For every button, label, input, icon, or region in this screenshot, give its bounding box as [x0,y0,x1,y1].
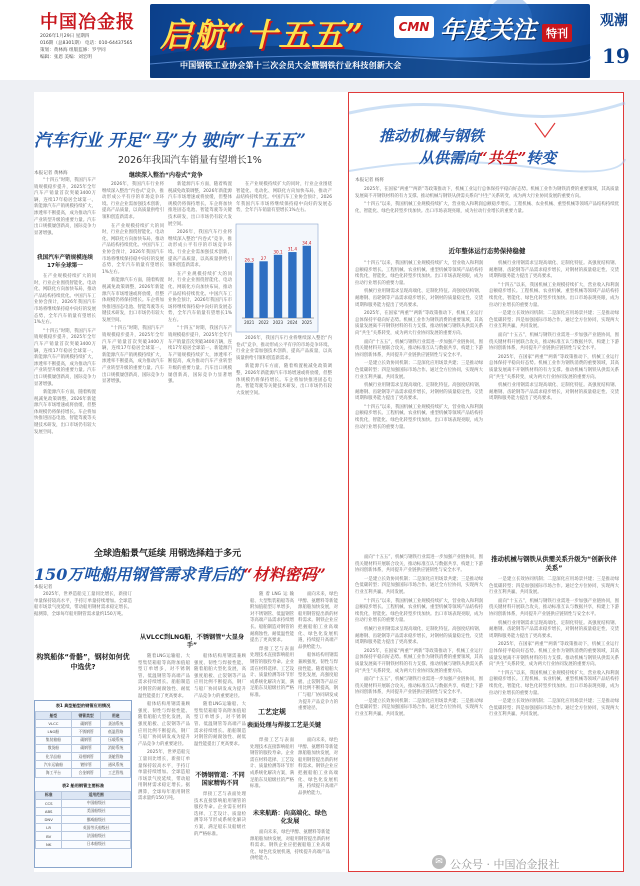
machinery-column-1 [355,261,483,551]
auto-paragraph: 2026年，我国汽车行业将继续深入整治“内卷式”竞争，推动形成公平有序的市场竞争环境。行业企业需加强技术创新，提高产品质量，以高质量供给引领和创造新需求。 [102,182,164,220]
machinery-paragraph: 机械行业用钢需求呈现高端化、定制化特征。高强度结构钢、耐磨钢、齿轮钢等产品需求稳步增长，对钢材的质量稳定性、交货周期和服务能力提出了更高要求。 [355,383,483,402]
table-cell: 日本船级社 [62,840,131,848]
table-row [36,720,131,728]
ship-column-1 [34,592,132,648]
table-cell: VLCC [36,720,72,728]
table-cell: ABS [36,807,62,815]
page-body [34,92,624,872]
table-body [36,720,131,777]
section-label: 观潮 [600,13,628,29]
machinery-byline: 本报记者 杨将 [355,178,385,183]
ship-paragraph: 随着LNG运输船、大型集装箱船等高附加值船型订单增多，对不锈钢管、低温钢管等高端产品需求持续增长。船舶制造对钢管的耐腐蚀性、耐低温性能提出了更高要求。 [138,654,190,699]
auto-paragraph: 新能源汽车方面，随着购置税减免政策调整，2026年新能源汽车市场增速或将放缓，但整体规模仍将保持增长。车企将加快推进固态电池、智能驾驶等关键技术研发，出口市场仍有较大发展空间。 [168,182,232,227]
ship-headline-main: 150万吨船用钢管需求背后的 [34,565,244,584]
ship-paragraph: 焊接工艺与表面处理技术直接影响船用钢管的服役寿命。企业需在材料选择、工艺设计、质量检测等环节形成系统化解决方案，满足船东及船级社的严格标准。 [250,738,294,790]
x-tick-label: 2025 [301,320,312,325]
table-header-row [36,791,131,799]
table-cell: 集装箱船 [36,736,72,744]
banner-subtitle: 中国钢铁工业协会第十三次会员大会暨钢铁行业科技创新大会 [180,61,402,70]
table-row [36,832,131,840]
table-cell: 货舱管路 [101,752,131,760]
auto-column-1b [34,274,96,435]
machinery-section-heading-2: 推动机械与钢铁从供需关系升级为“创新伙伴关系” [491,555,617,572]
ship-paragraph: 2025年，世界造船完工量同比增长，新接订单量保持较高水平，手持订单量持续增加。全球造船市场景气度延续，带动船用钢材需求稳定增长。据测算，全球每年船用钢管需求量约150万吨。 [138,750,190,802]
machinery-paragraph: 面向“十五五”，机械与钢铁行业需进一步加强产业链协同，围绕关键材料开展联合攻关，推动标准互认与数据共享，构建上下游协同创新体系，共同提升产业链供应链韧性与安全水平。 [355,339,483,358]
designer-line: 编辑：张恩 美编：刘宏明 [40,55,92,60]
ship-column-2 [138,654,190,864]
auto-paragraph: 新能源汽车方面，随着购置税减免政策调整，2026年新能源汽车市场增速或将放缓，但整体规模仍将保持增长。车企将加快推进固态电池、智能驾驶等关键技术研发，出口市场仍有较大发展空间。 [236,364,332,396]
auto-column-1 [34,178,96,250]
ship-table-2 [35,791,131,849]
machinery-paragraph: 面向“十五五”，机械与钢铁行业需进一步加强产业链协同，围绕关键材料开展联合攻关，推动标准互认与数据共享，构建上下游协同创新体系，共同提升产业链供应链韧性与安全水平。 [355,555,483,574]
machinery-paragraph: 机械行业用钢需求呈现高端化、定制化特征。高强度结构钢、耐磨钢、齿轮钢等产品需求稳步增长，对钢材的质量稳定性、交货周期和服务能力提出了更高要求。 [355,626,483,646]
machinery-paragraph: 2025年，在国家“两重”“两新”等政策推动下，机械工业运行总体保持平稳向好态势。机械工业作为钢铁消费的重要领域，其高质量发展离不开钢铁材料的有力支撑。推动机械与钢铁从供需关系向“共生”关系转变，成为两大行业协同发展的重要方向。 [355,187,619,199]
table-row [36,728,131,736]
auto-headline: 汽车行业 开足“马”力 驶向“十五五” [34,131,306,151]
auto-sales-chart-svg [236,224,318,332]
auto-paragraph: 2026年，我国汽车行业将继续深入整治“内卷式”竞争，推动形成公平有序的市场竞争环境。行业企业需加强技术创新，提高产品质量，以高质量供给引领和创造新需求。 [168,230,232,269]
machinery-lead [355,187,619,241]
ship-paragraph: 2025年，世界造船完工量同比增长，新接订单量保持较高水平，手持订单量持续增加。全球造船市场景气度延续，带动船用钢材需求稳定增长。据测算，全球每年船用钢管需求量约150万吨。 [34,592,132,617]
table-cell: 压载系统 [101,736,131,744]
table-cell: 消防系统 [101,744,131,752]
ship-section-heading-vlcc: 从VLCC到LNG船，不锈钢管“大显身手” [139,634,245,649]
machinery-story [348,92,624,872]
machinery-paragraph: 2025年，在国家“两重”“两新”等政策推动下，机械工业运行总体保持平稳向好态势。机械工业作为钢铁消费的重要领域，其高质量发展离不开钢铁材料的有力支撑。推动机械与钢铁从供需关系向“共生”关系转变，成为两大行业协同发展的重要方向。 [489,642,619,668]
machinery-subtitle-part1: 从供需向 [419,149,480,167]
table-row [36,744,131,752]
table-cell: 挪威船级社 [62,816,131,824]
ship-paragraph: 船体结构用钢需兼顾强度、韧性与焊接性能。随着船舶大型化发展，高强度船板、止裂钢等产品应用比例不断提高，钢厂与船厂协同研发成为提升产品竞争力的重要途径。 [194,654,246,699]
auto-section-heading-2: 继续深入整治“内卷式”竞争 [129,172,203,179]
table-row [36,840,131,848]
bar [288,252,296,318]
x-tick-label: 2022 [258,320,269,325]
masthead [0,0,640,80]
machinery-paragraph: 2025年，在国家“两重”“两新”等政策推动下，机械工业运行总体保持平稳向好态势。机械工业作为钢铁消费的重要领域，其高质量发展离不开钢铁材料的有力支撑。推动机械与钢铁从供需关系向“共生”关系转变，成为两大行业协同发展的重要方向。 [355,311,483,336]
auto-paragraph: 在产业规模持续扩大的同时，行业企业围绕智能化、电动化、网联化方向加快布局，推动产品结构持续优化。中国汽车工业协会预计，2026年我国汽车市场将继续保持稳中向好的发展态势，全年汽车销量有望增长1%左右。 [102,223,164,275]
machinery-paragraph: 一是建立长效协同机制；二是深化应用场景共建；三是推动绿色低碳转型；四是加强国际市场合作。通过全方位协同，实现两大行业互利共赢、共同发展。 [355,576,483,595]
bar-value-label: 26.3 [244,257,254,263]
editor-line: 策划：黄林海 组版监修：罗学同 [40,48,106,53]
auto-column-4 [236,182,332,222]
machinery-paragraph: “十四五”以来，我国机械工业规模持续扩大，营业收入和利润总额稳步增长。工程机械、农业机械、重型机械等领域产品结构持续优化，智能化、绿色化转型步伐加快。出口市场表现亮眼，成为拉动行业增长的重要力量。 [355,598,483,624]
table-cell: 镀锌管 [71,761,101,769]
table-cell: 汽车运输船 [36,761,72,769]
machinery-paragraph: “十四五”以来，我国机械工业规模持续扩大，营业收入和利润总额稳步增长。工程机械、农业机械、重型机械等领域产品结构持续优化，智能化、绿色化转型步伐加快。出口市场表现亮眼，成为拉动行业增长的重要力量。 [355,261,483,286]
ship-paragraph: 面向未来，绿色甲醇、氨燃料等新能源船舶加快发展，对船用钢管提出新的材料需求。钢铁企业应把握船舶工业高端化、绿色化发展机遇，持续提升高端产品供给能力。 [298,738,338,796]
newspaper-logo: 中国冶金报 [40,12,135,33]
table-row [36,761,131,769]
table-cell: LR [36,824,62,832]
table-cell: LNG船 [36,728,72,736]
machinery-subtitle-part2: 转变 [526,149,557,167]
ship-paragraph: 焊接工艺与表面处理技术直接影响船用钢管的服役寿命。企业需在材料选择、工艺设计、质量检测等环节形成系统化解决方案，满足船东及船级社的严格标准。 [194,792,246,837]
bar [274,255,282,318]
ship-paragraph: 焊接工艺与表面处理技术直接影响船用钢管的服役寿命。企业需在材料选择、工艺设计、质量检测等环节形成系统化解决方案，满足船东及船级社的严格标准。 [250,646,294,698]
table2-title: 表2 船用钢管主要标准 [61,782,105,788]
table-row [36,752,131,760]
table-cell: 货油系统 [101,720,131,728]
cmn-badge: CMN [394,16,434,38]
machinery-subtitle [419,147,556,168]
bar-value-label: 30.1 [273,249,283,255]
ship-section-heading-future: 未来航路：向高端化、绿色化发展 [252,810,328,825]
ship-column-4c [250,830,330,866]
machinery-paragraph: 一是建立长效协同机制；二是深化应用场景共建；三是推动绿色低碳转型；四是加强国际市场合作。通过全方位协同，实现两大行业互利共赢、共同发展。 [489,311,619,330]
ship-column-5b [298,738,338,802]
ship-paragraph: 面向未来，绿色甲醇、氨燃料等新能源船舶加快发展，对船用钢管提出新的材料需求。钢铁企业应把握船舶工业高端化、绿色化发展机遇，持续提升高端产品供给能力。 [298,592,338,650]
x-tick-label: 2024 [287,320,298,325]
table-header-cell: 钢管类型 [71,712,101,720]
table-row [36,769,131,777]
table-row [36,824,131,832]
ship-column-4b [250,738,294,802]
bar [259,261,267,318]
machinery-paragraph: 面向“十五五”，机械与钢铁行业需进一步加强产业链协同，围绕关键材料开展联合攻关，推动标准互认与数据共享，构建上下游协同创新体系，共同提升产业链供应链韧性与安全水平。 [489,598,619,617]
auto-paragraph: 在产业规模持续扩大的同时，行业企业围绕智能化、电动化、网联化方向加快布局，推动产品结构持续优化。中国汽车工业协会预计，2026年我国汽车市场将继续保持稳中向好的发展态势，全年汽车销量有望增长1%左右。 [236,182,332,214]
auto-byline: 本报记者 黄林海 [34,171,68,176]
special-issue-banner [150,4,590,78]
auto-paragraph: 新能源汽车方面，随着购置税减免政策调整，2026年新能源汽车市场增速或将放缓，但整体规模仍将保持增长。车企将加快推进固态电池、智能驾驶等关键技术研发，出口市场仍有较大发展空间。 [34,390,96,435]
machinery-paragraph: 2025年，在国家“两重”“两新”等政策推动下，机械工业运行总体保持平稳向好态势。机械工业作为钢铁消费的重要领域，其高质量发展离不开钢铁材料的有力支撑。推动机械与钢铁从供需关系向“共生”关系转变，成为两大行业协同发展的重要方向。 [489,354,619,380]
machinery-paragraph: 机械行业用钢需求呈现高端化、定制化特征。高强度结构钢、耐磨钢、齿轮钢等产品需求稳步增长，对钢材的质量稳定性、交货周期和服务能力提出了更高要求。 [355,289,483,308]
x-tick-label: 2023 [272,320,284,325]
table-header-cell: 适用范围 [62,791,131,799]
table1-title: 表1 典型船型的钢管应用情况 [55,703,111,708]
issue-number: 016期（总8301期） 电话：010-64437565 [40,41,133,46]
table-header-cell: 标准 [36,791,62,799]
ship-column-3b [194,792,246,864]
ship-tables-panel [34,700,132,868]
table-row [36,736,131,744]
ship-table-1 [35,711,131,778]
machinery-paragraph: “十四五”以来，我国机械工业规模持续扩大，营业收入和利润总额稳步增长。工程机械、农业机械、重型机械等领域产品结构持续优化，智能化、绿色化转型步伐加快。出口市场表现亮眼，成为拉动行业增长的重要力量。 [489,670,619,696]
bar-value-label: 31.4 [287,246,298,252]
issue-date: 2026年1月29日 星期四 [40,34,90,39]
table-cell: NK [36,840,62,848]
machinery-column-2 [489,261,619,551]
table-cell: 散货船 [36,744,72,752]
table-row [36,807,131,815]
ship-section-heading-stainless: 不锈钢管道：不同国家精钩不同 [195,772,245,787]
machinery-section-heading-1: 近年整体运行态势保持稳健 [448,247,526,255]
account-watermark: 公众号 · 中国冶金报社 [450,858,560,871]
table-cell: 中国船级社 [62,799,131,807]
bar-value-label: 27 [260,255,267,261]
auto-paragraph: “十四五”时期，我国汽车产销规模稳步提升，2025年全年汽车产销量首次突破3400万辆，连续17年稳居全球第一。新能源汽车产销规模持续扩大，渗透率不断提高，成为推动汽车产业转型升级的重要力量。汽车出口规模屡创新高，国际竞争力显著增强。 [34,328,96,387]
auto-paragraph: 2026年，我国汽车行业将继续深入整治“内卷式”竞争，推动形成公平有序的市场竞争环境。行业企业需加强技术创新，提高产品质量，以高质量供给引领和创造新需求。 [236,336,332,361]
masthead-meta [40,33,155,61]
table-cell: 不锈钢管 [71,728,101,736]
ship-column-4 [250,592,294,702]
ship-byline: 本报记者 [34,585,53,590]
machinery-paragraph: “十四五”以来，我国机械工业规模持续扩大，营业收入和利润总额稳步增长。工程机械、农业机械、重型机械等领域产品结构持续优化，智能化、绿色化转型步伐加快。出口市场表现亮眼，成为拉动行业增长的重要力量。 [355,202,619,214]
machinery-paragraph: 一是建立长效协同机制；二是深化应用场景共建；三是推动绿色低碳转型；四是加强国际市场合作。通过全方位协同，实现两大行业互利共赢、共同发展。 [355,361,483,380]
machinery-paragraph: 一是建立长效协同机制；二是深化应用场景共建；三是推动绿色低碳转型；四是加强国际市场合作。通过全方位协同，实现两大行业互利共赢、共同发展。 [355,698,483,718]
table-row [36,816,131,824]
table-cell: 碳钢管 [71,744,101,752]
auto-column-5 [236,336,332,432]
auto-paragraph: 在产业规模持续扩大的同时，行业企业围绕智能化、电动化、网联化方向加快布局，推动产品结构持续优化。中国汽车工业协会预计，2026年我国汽车市场将继续保持稳中向好的发展态势，全年汽车销量有望增长1%左右。 [34,274,96,326]
machinery-paragraph: 一是建立长效协同机制；二是深化应用场景共建；三是推动绿色低碳转型；四是加强国际市场合作。通过全方位协同，实现两大行业互利共赢、共同发展。 [489,699,619,718]
ship-section-heading-process [250,708,294,716]
auto-section-heading-1: 我国汽车产销规模连续17年全球第一 [37,255,93,269]
machinery-paragraph: 机械行业用钢需求呈现高端化、定制化特征。高强度结构钢、耐磨钢、齿轮钢等产品需求稳步增长，对钢材的质量稳定性、交货周期和服务能力提出了更高要求。 [489,383,619,402]
table-cell: 美国船级社 [62,807,131,815]
ship-column-5 [298,592,338,718]
auto-paragraph: “十四五”时期，我国汽车产销规模稳步提升，2025年全年汽车产销量首次突破3400万辆，连续17年稳居全球第一。新能源汽车产销规模持续扩大，渗透率不断提高，成为推动汽车产业转型升级的重要力量。汽车出口规模屡创新高，国际竞争力显著增强。 [34,178,96,236]
bar-value-label: 34.4 [302,240,312,246]
table-cell: 合金钢管 [71,769,101,777]
table-cell: 通风系统 [101,761,131,769]
table-cell: 碳钢管 [71,720,101,728]
auto-paragraph: 新能源汽车方面，随着购置税减免政策调整，2026年新能源汽车市场增速或将放缓，但整体规模仍将保持增长。车企将加快推进固态电池、智能驾驶等关键技术研发，出口市场仍有较大发展空间。 [102,278,164,323]
process-heading-line1: 工艺定规 [258,708,286,716]
ship-kicker: 全球造船景气延续 用钢选择趋于多元 [94,549,242,559]
table-cell: 碳钢管 [71,736,101,744]
table-row [36,799,131,807]
table-cell: CCS [36,799,62,807]
table-header-row [36,712,131,720]
ship-column-3 [194,654,246,764]
machinery-column-3 [355,555,483,867]
page-number: 19 [602,44,630,68]
table-cell: 化学品船 [36,752,72,760]
ship-headline [34,562,344,585]
machinery-paragraph: 机械行业用钢需求呈现高端化、定制化特征。高强度结构钢、耐磨钢、齿轮钢等产品需求稳步增长，对钢材的质量稳定性、交货周期和服务能力提出了更高要求。 [489,261,619,280]
table-body [36,799,131,848]
machinery-paragraph: 一是建立长效协同机制；二是深化应用场景共建；三是推动绿色低碳转型；四是加强国际市场合作。通过全方位协同，实现两大行业互利共赢、共同发展。 [489,577,619,596]
table-cell: 工艺管线 [101,769,131,777]
table-header-cell: 船型 [36,712,72,720]
machinery-title: 推动机械与钢铁 [379,127,485,145]
table-cell: 低温管路 [101,728,131,736]
table-cell: 双相钢管 [71,752,101,760]
ship-section-heading-welding: 表面处理与焊接工艺是关键 [246,722,322,729]
machinery-paragraph: 面向“十五五”，机械与钢铁行业需进一步加强产业链协同，围绕关键材料开展联合攻关，推动标准互认与数据共享，构建上下游协同创新体系，共同提升产业链供应链韧性与安全水平。 [355,677,483,696]
machinery-subtitle-highlight: “共生” [479,149,527,167]
ship-headline-highlight: “材料密码” [243,565,326,584]
ship-paragraph: 船体结构用钢需兼顾强度、韧性与焊接性能。随着船舶大型化发展，高强度船板、止裂钢等产品应用比例不断提高，钢厂与船厂协同研发成为提升产品竞争力的重要途径。 [298,653,338,712]
machinery-paragraph: 机械行业用钢需求呈现高端化、定制化特征。高强度结构钢、耐磨钢、齿轮钢等产品需求稳步增长，对钢材的质量稳定性、交货周期和服务能力提出了更高要求。 [489,620,619,639]
ship-paragraph: 随着LNG运输船、大型集装箱船等高附加值船型订单增多，对不锈钢管、低温钢管等高端产品需求持续增长。船舶制造对钢管的耐腐蚀性、耐低温性能提出了更高要求。 [194,702,246,747]
wechat-icon: ✉ [432,855,446,869]
ship-paragraph: 船体结构用钢需兼顾强度、韧性与焊接性能。随着船舶大型化发展，高强度船板、止裂钢等产品应用比例不断提高，钢厂与船厂协同研发成为提升产品竞争力的重要途径。 [138,702,190,747]
auto-paragraph: “十四五”时期，我国汽车产销规模稳步提升，2025年全年汽车产销量首次突破3400万辆，连续17年稳居全球第一。新能源汽车产销规模持续扩大，渗透率不断提高，成为推动汽车产业转型升级的重要力量。汽车出口规模屡创新高，国际竞争力显著增强。 [168,326,232,385]
table-cell: 法国船级社 [62,832,131,840]
ship-paragraph: 随着LNG运输船、大型集装箱船等高附加值船型订单增多，对不锈钢管、低温钢管等高端产品需求持续增长。船舶制造对钢管的耐腐蚀性、耐低温性能提出了更高要求。 [250,592,294,644]
banner-title: 启航“十五五” [160,16,364,54]
table-cell: DNV [36,816,62,824]
auto-paragraph: “十四五”时期，我国汽车产销规模稳步提升，2025年全年汽车产销量首次突破3400万辆，连续17年稳居全球第一。新能源汽车产销规模持续扩大，渗透率不断提高，成为推动汽车产业转型升级的重要力量。汽车出口规模屡创新高，国际竞争力显著增强。 [102,326,164,385]
table-cell: 英国劳氏船级社 [62,824,131,832]
bar [245,263,253,318]
bar [303,246,311,318]
table-cell: 海工平台 [36,769,72,777]
table-header-cell: 用途 [101,712,131,720]
special-tag: 特刊 [542,24,572,42]
table-cell: BV [36,832,62,840]
ship-section-heading-hull: 构筑船体“骨骼”，钢材如何优中选优? [36,653,130,671]
machinery-paragraph: “十四五”以来，我国机械工业规模持续扩大，营业收入和利润总额稳步增长。工程机械、农业机械、重型机械等领域产品结构持续优化，智能化、绿色化转型步伐加快。出口市场表现亮眼，成为拉动行业增长的重要力量。 [355,404,483,430]
machinery-column-4 [489,577,619,867]
machinery-paragraph: “十四五”以来，我国机械工业规模持续扩大，营业收入和利润总额稳步增长。工程机械、农业机械、重型机械等领域产品结构持续优化，智能化、绿色化转型步伐加快。出口市场表现亮眼，成为拉动行业增长的重要力量。 [489,282,619,308]
ship-paragraph: 面向未来，绿色甲醇、氨燃料等新能源船舶加快发展，对船用钢管提出新的材料需求。钢铁企业应把握船舶工业高端化、绿色化发展机遇，持续提升高端产品供给能力。 [250,830,330,862]
machinery-paragraph: 面向“十五五”，机械与钢铁行业需进一步加强产业链协同，围绕关键材料开展联合攻关，推动标准互认与数据共享，构建上下游协同创新体系，共同提升产业链供应链韧性与安全水平。 [489,332,619,352]
auto-subheadline: 2026年我国汽车销量有望增长1% [118,155,262,166]
auto-column-3 [168,182,232,432]
auto-paragraph: 在产业规模持续扩大的同时，行业企业围绕智能化、电动化、网联化方向加快布局，推动产品结构持续优化。中国汽车工业协会预计，2026年我国汽车市场将继续保持稳中向好的发展态势，全年汽车销量有望增长1%左右。 [168,271,232,323]
x-tick-label: 2021 [244,320,255,325]
banner-focus: 年度关注 [440,15,536,44]
auto-sales-chart [236,224,318,332]
auto-column-2 [102,182,164,432]
machinery-paragraph: 2025年，在国家“两重”“两新”等政策推动下，机械工业运行总体保持平稳向好态势。机械工业作为钢铁消费的重要领域，其高质量发展离不开钢铁材料的有力支撑。推动机械与钢铁从供需关系向“共生”关系转变，成为两大行业协同发展的重要方向。 [355,648,483,674]
